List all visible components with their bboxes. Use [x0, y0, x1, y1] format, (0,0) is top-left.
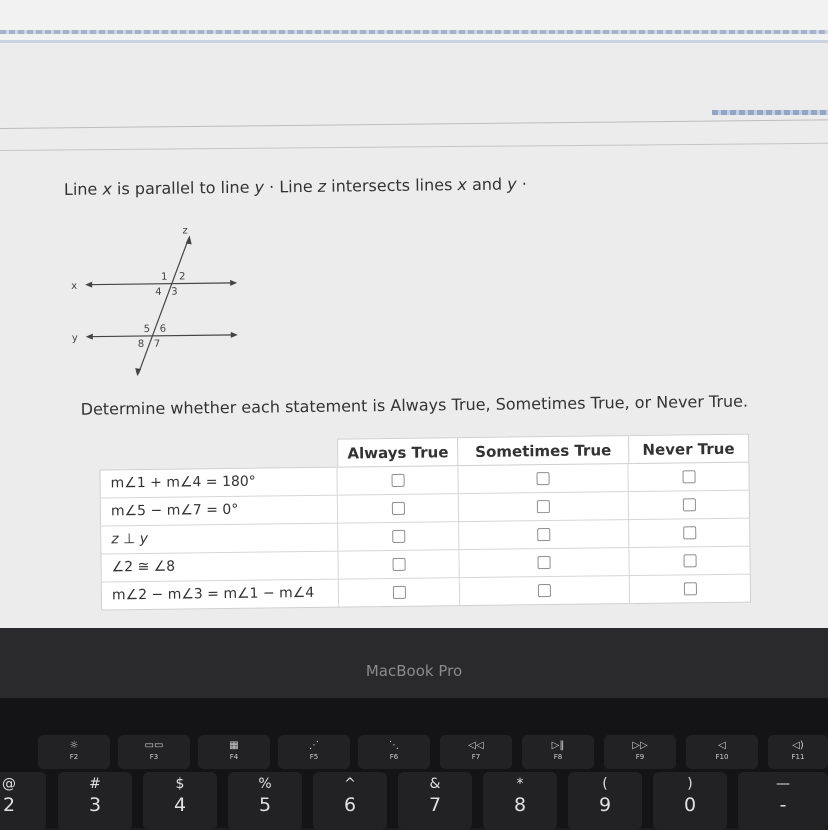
angle-3-label: 3 [171, 286, 178, 298]
keyboard-light-up-icon: ⋱ [389, 740, 399, 751]
mute-icon: ◁ [718, 740, 726, 751]
f7-key[interactable] [440, 735, 512, 769]
intro-text: Line [63, 179, 103, 199]
key-label: F9 [635, 753, 645, 761]
angle-5-label: 5 [143, 323, 151, 335]
line-y [88, 335, 236, 337]
statement-text: m∠2 − m∠3 = m∠1 − m∠4 [102, 580, 340, 610]
key-5[interactable] [228, 772, 302, 830]
cell-sometimes-true [459, 520, 630, 549]
angle-2-label: 2 [179, 271, 186, 283]
key-label: F2 [69, 753, 79, 761]
key-7[interactable] [398, 772, 472, 830]
key-label: F3 [149, 753, 159, 761]
cell-always-true [338, 466, 459, 494]
arrow-right-icon [230, 280, 237, 286]
mission-control-icon: ▭▭ [144, 740, 164, 751]
sometimes-true-checkbox[interactable] [537, 472, 550, 485]
key-8[interactable] [483, 772, 557, 830]
key-0[interactable] [653, 772, 727, 830]
cell-never-true [629, 463, 749, 491]
key-6[interactable] [313, 772, 387, 830]
var-z: z [317, 176, 327, 196]
intro-text: and [466, 174, 508, 195]
sometimes-true-checkbox[interactable] [538, 556, 551, 569]
arrow-right-icon [231, 332, 238, 338]
f9-key[interactable] [604, 735, 676, 769]
number-key-row [0, 772, 828, 828]
never-true-checkbox[interactable] [682, 470, 695, 483]
line-x [87, 283, 235, 285]
cell-never-true [630, 547, 750, 575]
statement-text: m∠1 + m∠4 = 180° [100, 468, 338, 498]
key-symbol: ^ [344, 776, 356, 792]
always-true-checkbox[interactable] [391, 502, 404, 515]
key-label: F8 [553, 753, 563, 761]
brightness-up-icon: ☼ [69, 740, 79, 751]
var-x: x [457, 175, 468, 195]
cell-never-true [629, 491, 749, 519]
cell-always-true [338, 522, 459, 550]
var-x: x [102, 179, 113, 199]
key-digit: 2 [2, 794, 16, 816]
arrow-left-icon [86, 334, 93, 340]
always-true-checkbox[interactable] [392, 558, 405, 571]
cell-sometimes-true [458, 464, 629, 493]
key-symbol: ( [602, 776, 608, 792]
label-z: z [182, 225, 188, 237]
never-true-checkbox[interactable] [683, 526, 696, 539]
header-sometimes-true: Sometimes True [458, 436, 629, 466]
key-symbol: * [516, 776, 524, 792]
cell-always-true [339, 550, 460, 578]
always-true-checkbox[interactable] [392, 530, 405, 543]
arrow-down-icon [135, 368, 141, 376]
intro-text: intersects lines [325, 175, 458, 196]
key-label: F7 [471, 753, 481, 761]
key-symbol: % [258, 776, 272, 792]
f5-key[interactable] [278, 735, 350, 769]
f6-key[interactable] [358, 735, 430, 769]
function-key-row [0, 735, 828, 769]
cell-always-true [338, 494, 459, 522]
angle-8-label: 8 [137, 338, 145, 351]
key-minus[interactable] [738, 772, 828, 830]
arrow-up-icon [186, 235, 192, 244]
cell-never-true [630, 575, 750, 603]
f2-key[interactable] [38, 735, 110, 769]
fast-forward-icon: ▷▷ [632, 740, 648, 751]
key-digit: 0 [683, 794, 697, 816]
header-never-true: Never True [642, 439, 735, 459]
intro-text: is parallel to line [111, 177, 255, 199]
statement-text: m∠5 − m∠7 = 0° [101, 496, 339, 526]
label-y: y [71, 332, 78, 344]
angle-7-label: 7 [153, 338, 161, 350]
f4-key[interactable] [198, 735, 270, 769]
key-2[interactable] [0, 772, 46, 830]
transversal-diagram [66, 223, 248, 380]
sometimes-true-checkbox[interactable] [538, 584, 551, 597]
key-label: F10 [715, 753, 729, 761]
key-symbol: & [429, 776, 441, 792]
f8-key[interactable] [522, 735, 594, 769]
angle-4-label: 4 [155, 286, 162, 298]
f10-key[interactable] [686, 735, 758, 769]
instruction-text: Determine whether each statement is Always True, Sometimes True, or Never True. [80, 391, 749, 419]
table-body [99, 462, 751, 611]
key-label: F4 [229, 753, 239, 761]
sometimes-true-checkbox[interactable] [537, 528, 550, 541]
var-y: y [254, 177, 265, 197]
key-digit: 4 [173, 794, 187, 816]
key-digit: - [779, 794, 787, 816]
statement-text: z ⊥ y [101, 524, 339, 554]
cell-sometimes-true [459, 492, 630, 521]
angle-6-label: 6 [159, 323, 167, 335]
volume-down-icon: ◁) [792, 740, 804, 751]
angle-1-label: 1 [161, 271, 168, 283]
sometimes-true-checkbox[interactable] [537, 500, 550, 513]
arrow-left-icon [85, 282, 92, 288]
laptop-brand: MacBook Pro [365, 662, 463, 680]
key-digit: 3 [88, 794, 102, 816]
var-y: y [507, 174, 517, 194]
key-digit: 9 [598, 794, 612, 816]
label-x: x [71, 280, 78, 292]
intro-text: · Line [263, 176, 318, 197]
key-digit: 7 [428, 794, 442, 816]
truth-table [99, 434, 747, 604]
key-digit: 8 [513, 794, 527, 816]
key-label: F11 [791, 753, 805, 761]
f3-key[interactable] [118, 735, 190, 769]
line-z [137, 238, 191, 374]
keyboard-light-down-icon: ⋰ [309, 740, 319, 751]
cell-sometimes-true [460, 576, 631, 605]
key-label: F6 [389, 753, 399, 761]
key-digit: 5 [258, 794, 272, 816]
never-true-checkbox[interactable] [683, 498, 696, 511]
never-true-checkbox[interactable] [683, 554, 696, 567]
header-always-true: Always True [338, 438, 459, 467]
key-label: F5 [309, 753, 319, 761]
always-true-checkbox[interactable] [391, 474, 404, 487]
play-pause-icon: ▷‖ [551, 740, 565, 751]
key-symbol: ) [687, 776, 693, 792]
question-intro [64, 174, 527, 199]
key-4[interactable] [143, 772, 217, 830]
key-3[interactable] [58, 772, 132, 830]
cell-always-true [339, 578, 460, 606]
f11-key[interactable] [768, 735, 828, 769]
key-digit: 6 [343, 794, 357, 816]
key-symbol: $ [175, 776, 185, 792]
intro-text: · [516, 174, 527, 194]
never-true-checkbox[interactable] [684, 582, 697, 595]
cell-sometimes-true [459, 548, 630, 577]
key-symbol: @ [2, 776, 16, 792]
cell-never-true [629, 519, 749, 547]
launchpad-icon: ▦ [229, 740, 239, 751]
statement-text: ∠2 ≅ ∠8 [101, 552, 339, 582]
key-9[interactable] [568, 772, 642, 830]
key-symbol: # [89, 776, 101, 792]
always-true-checkbox[interactable] [392, 586, 405, 599]
rewind-icon: ◁◁ [468, 740, 484, 751]
key-symbol: — [776, 776, 790, 792]
